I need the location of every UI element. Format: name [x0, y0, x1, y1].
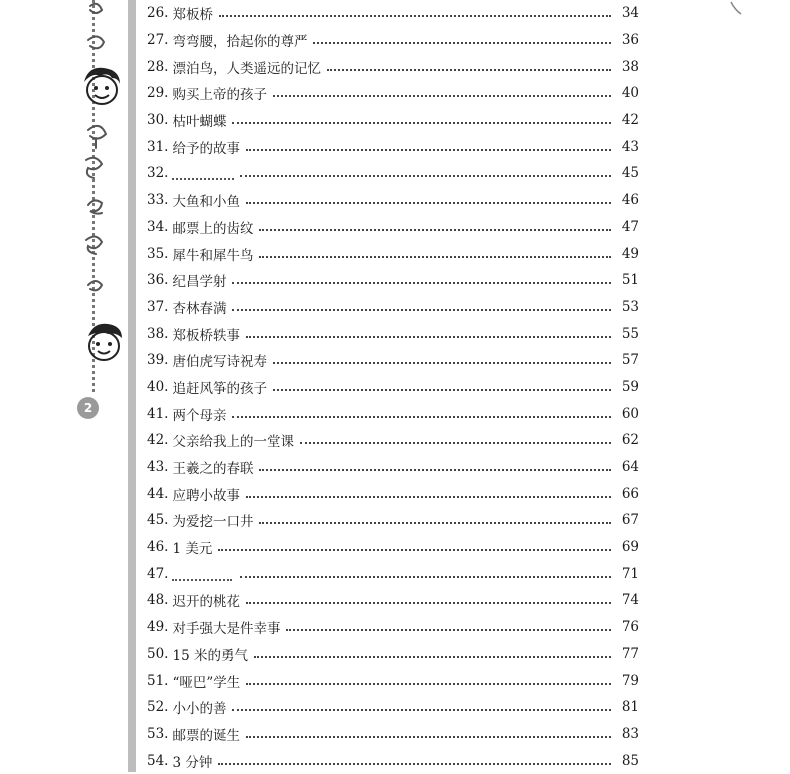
toc-entry[interactable]	[147, 240, 639, 267]
toc-entry-page: 66	[621, 485, 639, 502]
toc-entry-number: 53.	[147, 725, 169, 742]
toc-entry-title: 追赶风筝的孩子	[172, 380, 267, 397]
toc-entry-page: 77	[621, 645, 639, 662]
dot-leader	[246, 736, 611, 738]
toc-entry-number: 37.	[147, 298, 169, 315]
toc-entry-title: 迟开的桃花	[172, 594, 240, 611]
toc-entry-page: 71	[621, 565, 639, 582]
toc-entry-page: 47	[621, 218, 639, 235]
toc-entry-number: 29.	[147, 85, 169, 102]
dot-leader	[286, 629, 611, 631]
toc-entry-title: 枯叶蝴蝶	[172, 114, 227, 131]
toc-entry-title: 父亲给我上的一堂课	[172, 434, 294, 451]
toc-entry-title: 纪昌学射	[172, 274, 227, 291]
toc-entry[interactable]	[147, 374, 639, 401]
toc-entry-title: 杏林春满	[172, 300, 227, 317]
toc-entry-title	[172, 567, 232, 581]
toc-entry[interactable]	[147, 187, 639, 214]
toc-entry-page: 64	[621, 459, 639, 476]
toc-entry-number: 35.	[147, 245, 169, 262]
toc-entry-page: 60	[621, 405, 639, 422]
toc-entry-title: 漂泊鸟，人类遥远的记忆	[172, 60, 321, 77]
toc-entry[interactable]	[147, 294, 639, 321]
toc-entry-title: 郑板桥轶事	[172, 327, 240, 344]
toc-entry[interactable]	[147, 0, 639, 27]
toc-entry-page: 45	[621, 165, 639, 182]
dot-leader	[246, 602, 611, 604]
toc-entry[interactable]	[147, 694, 639, 721]
toc-entry-page: 42	[621, 112, 639, 129]
toc-entry-page: 85	[621, 752, 639, 769]
toc-entry-title: 郑板桥	[172, 7, 213, 24]
toc-entry[interactable]	[147, 107, 639, 134]
toc-entry-number: 51.	[147, 672, 169, 689]
toc-entry[interactable]	[147, 80, 639, 107]
toc-entry-number: 32.	[147, 165, 169, 182]
dot-leader	[246, 149, 611, 151]
toc-entry[interactable]	[147, 587, 639, 614]
toc-entry[interactable]	[147, 641, 639, 668]
toc-entry-title: 邮票上的齿纹	[172, 220, 254, 237]
toc-entry-page: 40	[621, 85, 639, 102]
toc-entry-number: 49.	[147, 619, 169, 636]
toc-entry-number: 47.	[147, 565, 169, 582]
dot-leader	[259, 522, 611, 524]
dot-leader	[246, 336, 611, 338]
dot-leader	[240, 175, 611, 177]
dot-leader	[254, 656, 611, 658]
toc-entry-page: 38	[621, 58, 639, 75]
toc-entry-number: 39.	[147, 352, 169, 369]
toc-entry[interactable]	[147, 400, 639, 427]
toc-entry-number: 34.	[147, 218, 169, 235]
toc-entry[interactable]	[147, 27, 639, 54]
toc-entry-number: 30.	[147, 112, 169, 129]
toc-entry-number: 50.	[147, 645, 169, 662]
toc-entry-page: 79	[621, 672, 639, 689]
corner-mark-icon	[727, 0, 745, 16]
toc-entry-number: 41.	[147, 405, 169, 422]
toc-entry[interactable]	[147, 133, 639, 160]
toc-entry-number: 42.	[147, 432, 169, 449]
toc-entry-number: 43.	[147, 459, 169, 476]
toc-entry-page: 76	[621, 619, 639, 636]
toc-entry-title: 应聘小故事	[172, 487, 240, 504]
toc-entry-number: 45.	[147, 512, 169, 529]
toc-entry-page: 62	[621, 432, 639, 449]
toc-entry-title: 3 分钟	[172, 754, 213, 771]
toc-entry-number: 31.	[147, 138, 169, 155]
toc-entry[interactable]	[147, 214, 639, 241]
toc-entry-title: 对手强大是件幸事	[172, 621, 281, 638]
dot-leader	[259, 229, 611, 231]
dot-leader	[259, 469, 611, 471]
toc-entry-page: 36	[621, 32, 639, 49]
toc-entry-number: 36.	[147, 272, 169, 289]
dot-leader	[327, 69, 611, 71]
cartoon-face-icon	[80, 64, 122, 108]
dot-leader	[246, 202, 611, 204]
toc-entry-page: 34	[621, 5, 639, 22]
toc-entry[interactable]	[147, 560, 639, 587]
cartoon-child-icon	[82, 320, 126, 364]
toc-entry-page: 83	[621, 725, 639, 742]
dot-leader	[232, 122, 611, 124]
table-of-contents	[147, 0, 639, 774]
toc-entry-title	[172, 166, 234, 180]
dot-leader	[300, 442, 611, 444]
toc-entry[interactable]	[147, 53, 639, 80]
dot-leader	[219, 15, 611, 17]
toc-entry-title: 弯弯腰，拾起你的尊严	[172, 34, 308, 51]
toc-entry-page: 69	[621, 539, 639, 556]
dot-leader	[273, 389, 611, 391]
dot-leader	[246, 496, 611, 498]
dot-leader	[232, 282, 611, 284]
toc-entry-title: 两个母亲	[172, 407, 227, 424]
toc-entry-page: 55	[621, 325, 639, 342]
toc-entry-number: 52.	[147, 699, 169, 716]
toc-entry-title: 1 美元	[172, 541, 213, 558]
toc-entry-page: 67	[621, 512, 639, 529]
toc-entry-page: 74	[621, 592, 639, 609]
dot-leader	[232, 309, 611, 311]
toc-entry-page: 46	[621, 192, 639, 209]
toc-entry-number: 40.	[147, 378, 169, 395]
toc-entry-page: 51	[621, 272, 639, 289]
dot-leader	[232, 416, 611, 418]
dot-leader	[259, 256, 611, 258]
toc-entry[interactable]	[147, 427, 639, 454]
dot-leader	[232, 709, 611, 711]
toc-entry[interactable]	[147, 667, 639, 694]
toc-entry-number: 54.	[147, 752, 169, 769]
toc-entry-title: 犀牛和犀牛鸟	[172, 247, 254, 264]
toc-entry-number: 27.	[147, 32, 169, 49]
toc-entry-page: 53	[621, 298, 639, 315]
toc-entry[interactable]	[147, 480, 639, 507]
dot-leader	[313, 42, 611, 44]
toc-entry-number: 48.	[147, 592, 169, 609]
toc-entry[interactable]	[147, 160, 639, 187]
toc-entry[interactable]	[147, 320, 639, 347]
toc-entry-page: 81	[621, 699, 639, 716]
toc-entry-number: 44.	[147, 485, 169, 502]
toc-entry-title: 小小的善	[172, 701, 227, 718]
toc-entry[interactable]	[147, 454, 639, 481]
page-spine-bar	[128, 0, 136, 772]
toc-entry-title: “哑巴”学生	[172, 674, 241, 691]
toc-entry[interactable]	[147, 347, 639, 374]
toc-entry-page: 43	[621, 138, 639, 155]
toc-entry-page: 59	[621, 378, 639, 395]
toc-entry-number: 33.	[147, 192, 169, 209]
dot-leader	[218, 549, 611, 551]
toc-entry[interactable]	[147, 267, 639, 294]
margin-decoration	[0, 0, 130, 772]
toc-entry[interactable]	[147, 507, 639, 534]
toc-entry-number: 26.	[147, 5, 169, 22]
toc-entry-title: 为爱挖一口井	[172, 514, 254, 531]
dot-leader	[218, 763, 611, 765]
toc-entry[interactable]	[147, 747, 639, 774]
toc-entry[interactable]	[147, 721, 639, 748]
toc-entry-title: 大鱼和小鱼	[172, 194, 240, 211]
toc-entry-page: 49	[621, 245, 639, 262]
page-number-badge: 2	[77, 397, 99, 419]
toc-entry-title: 邮票的诞生	[172, 727, 240, 744]
toc-entry-title: 购买上帝的孩子	[172, 87, 267, 104]
toc-entry-number: 38.	[147, 325, 169, 342]
toc-entry-page: 57	[621, 352, 639, 369]
toc-entry[interactable]	[147, 614, 639, 641]
dot-leader	[240, 576, 611, 578]
dot-leader	[273, 95, 611, 97]
toc-entry-number: 46.	[147, 539, 169, 556]
dot-leader	[246, 683, 611, 685]
dot-leader	[273, 362, 611, 364]
toc-entry-title: 给予的故事	[172, 140, 240, 157]
toc-entry-title: 唐伯虎写诗祝寿	[172, 354, 267, 371]
toc-entry-title: 王羲之的春联	[172, 461, 254, 478]
toc-entry-title: 15 米的勇气	[172, 647, 248, 664]
toc-entry-number: 28.	[147, 58, 169, 75]
toc-entry[interactable]	[147, 534, 639, 561]
